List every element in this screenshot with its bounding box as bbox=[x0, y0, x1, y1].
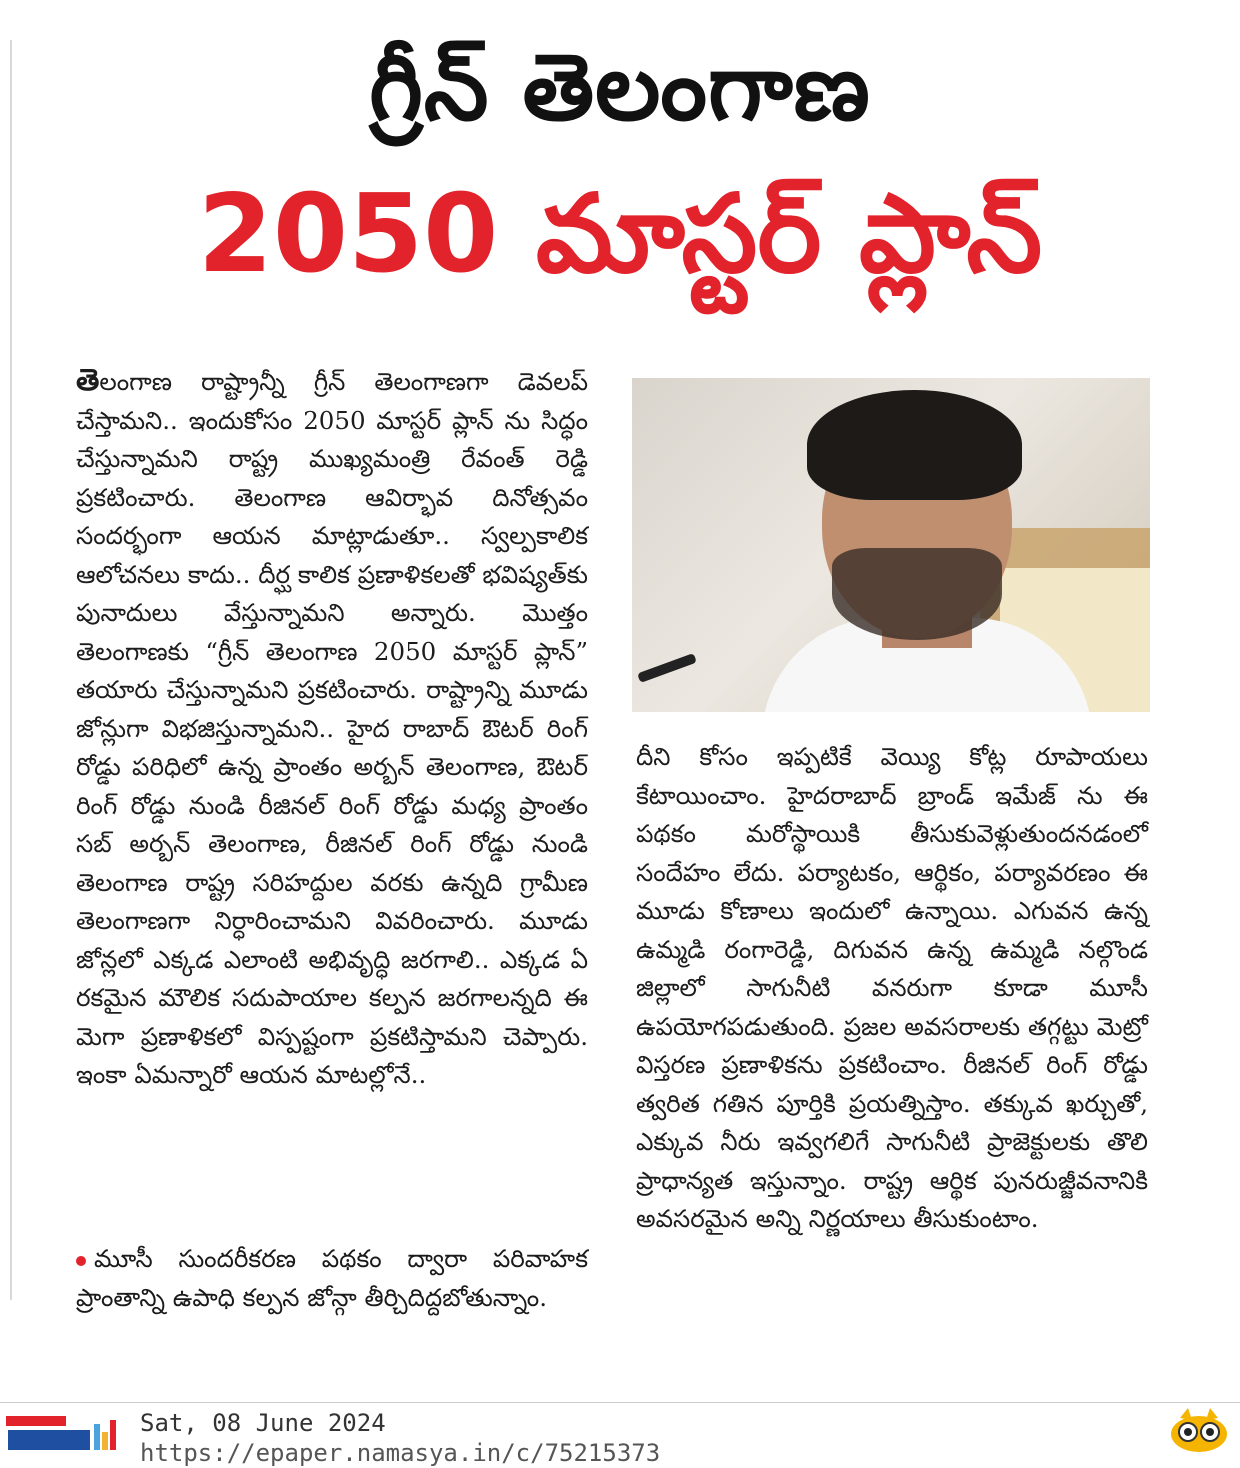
article-right-text: దీని కోసం ఇప్పటికే వెయ్యి కోట్ల రూపాయలు కేటాయించాం. హైదరాబాద్ బ్రాండ్ ఇమేజ్ ను ఈ పథకం మరోస్థాయికి తీసుకువెళ్లుతుందనడంలో సందేహం లేదు. పర్యాటకం, ఆర్థికం, పర్యావరణం ఈ మూడు కోణాలు ఇందులో ఉన్నాయి. ఎగువన ఉన్న ఉమ్మడి రంగారెడ్డి, దిగువన ఉన్న ఉమ్మడి నల్గొండ జిల్లాలో సాగునీటి వనరుగా కూడా మూసీ ఉపయోగపడుతుంది. ప్రజల అవసరాలకు తగ్గట్టు మెట్రో విస్తరణ ప్రణాళికను ప్రకటించాం. రీజినల్ రింగ్ రోడ్డు త్వరిత గతిన పూర్తికి ప్రయత్నిస్తాం. తక్కువ ఖర్చుతో, ఎక్కువ నీరు ఇవ్వగలిగే సాగునీటి ప్రాజెక్టులకు తొలి ప్రాధాన్యత ఇస్తున్నాం. రాష్ట్ర ఆర్థిక పునరుజ్జీవనానికి అవసరమైన అన్ని నిర్ణయాలు తీసుకుంటాం. bbox=[636, 742, 1148, 1233]
headline-line-1: గ్రీన్ తెలంగాణ bbox=[369, 34, 871, 141]
microphone-icon bbox=[637, 653, 697, 683]
article-bullet-text: మూసీ సుందరీకరణ పథకం ద్వారా పరివాహక ప్రాంతాన్ని ఉపాధి కల్పన జోన్గా తీర్చిదిద్దబోతున్నాం. bbox=[76, 1244, 588, 1312]
article-right-column bbox=[636, 738, 1148, 1239]
dropcap: తె bbox=[76, 363, 100, 398]
footer-date: Sat, 08 June 2024 bbox=[140, 1409, 386, 1437]
owl-icon bbox=[1168, 1404, 1230, 1452]
article-left-column bbox=[76, 362, 588, 1095]
photo-hair bbox=[807, 390, 1022, 500]
portrait-photo bbox=[632, 378, 1150, 712]
footer-divider bbox=[0, 1402, 1240, 1403]
footer-url[interactable]: https://epaper.namasya.in/c/75215373 bbox=[140, 1439, 661, 1467]
headline-line-2: 2050 మాస్టర్ ప్లాన్ bbox=[197, 172, 1043, 297]
article-bullet bbox=[76, 1240, 588, 1317]
article-left-text: లంగాణ రాష్ట్రాన్నీ గ్రీన్ తెలంగాణగా డెవలప్ చేస్తామని.. ఇందుకోసం 2050 మాస్టర్ ప్లాన్ ను సిద్ధం చేస్తున్నామని రాష్ట్ర ముఖ్యమంత్రి రేవంత్ రెడ్డి ప్రకటించారు. తెలంగాణ ఆవిర్భావ దినోత్సవం సందర్భంగా ఆయన మాట్లాడుతూ.. స్వల్పకాలిక ఆలోచనలు కాదు.. దీర్ఘ కాలిక ప్రణాళికలతో భవిష్యత్‌కు పునాదులు వేస్తున్నామని అన్నారు. మొత్తం తెలంగాణకు “గ్రీన్ తెలంగాణ 2050 మాస్టర్ ప్లాన్” తయారు చేస్తున్నామని ప్రకటించారు. రాష్ట్రాన్ని మూడు జోన్లుగా విభజిస్తున్నామని.. హైద రాబాద్ ఔటర్ రింగ్ రోడ్డు పరిధిలో ఉన్న ప్రాంతం అర్బన్ తెలంగాణ, ఔటర్ రింగ్ రోడ్డు నుండి రీజినల్ రింగ్ రోడ్డు మధ్య ప్రాంతం సబ్ అర్బన్ తెలంగాణ, రీజినల్ రింగ్ రోడ్డు నుండి తెలంగాణ రాష్ట్ర సరిహద్దుల వరకు ఉన్నది గ్రామీణ తెలంగాణగా నిర్ధారించామని వివరించారు. మూడు జోన్లలో ఎక్కడ ఎలాంటి అభివృద్ధి జరగాలి.. ఎక్కడ ఏ రకమైన మౌలిక సదుపాయాల కల్పన జరగాలన్నది ఈ మెగా ప్రణాళికలో విస్పష్టంగా ప్రకటిస్తామని చెప్పారు. ఇంకా ఏమన్నారో ఆయన మాటల్లోనే.. bbox=[76, 367, 588, 1089]
photo-beard bbox=[832, 548, 1002, 640]
bullet-dot-icon bbox=[76, 1256, 86, 1266]
newspaper-logo-icon bbox=[2, 1410, 126, 1452]
